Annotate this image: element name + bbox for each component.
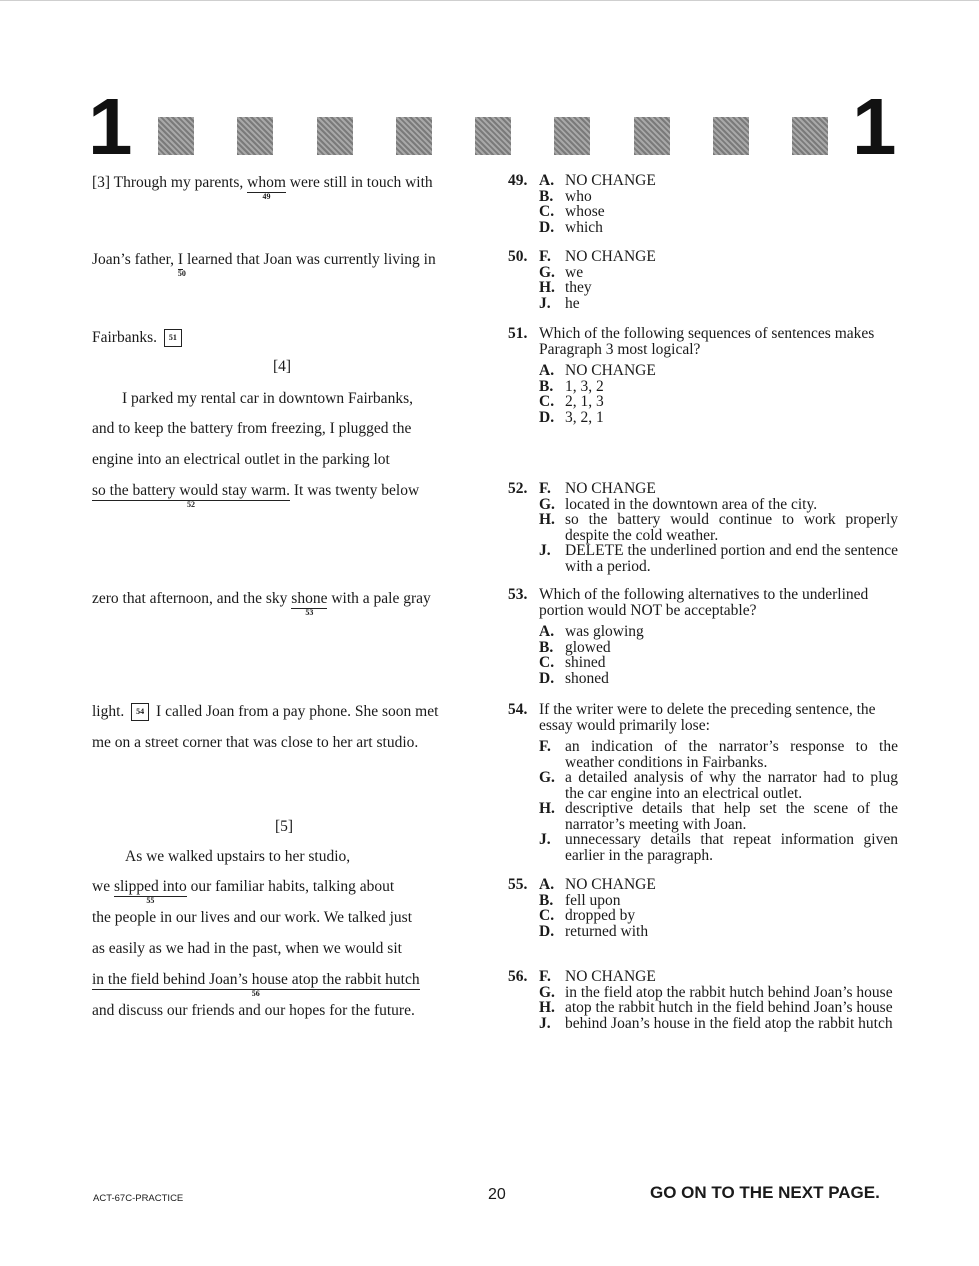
passage-text: Fairbanks. bbox=[92, 329, 158, 346]
boxed-question-ref-54: 54 bbox=[131, 703, 149, 721]
banner-block bbox=[634, 117, 670, 155]
banner-block bbox=[713, 117, 749, 155]
question-ref-53: 53 bbox=[305, 608, 314, 617]
underlined-portion-53 bbox=[291, 590, 328, 617]
section-banner bbox=[158, 117, 828, 155]
option-text: fell upon bbox=[565, 891, 621, 909]
passage-text: I called Joan from a pay phone. She soon met bbox=[156, 703, 439, 720]
question-53 bbox=[508, 587, 898, 686]
underlined-text: shone bbox=[291, 590, 328, 607]
option-text: whose bbox=[565, 203, 605, 220]
underlined-text: in the field behind Joan’s house atop the rabbit hutch bbox=[92, 971, 420, 988]
form-code: ACT-67C-PRACTICE bbox=[93, 1193, 184, 1204]
option-text: shoned bbox=[565, 669, 609, 687]
answer-option[interactable] bbox=[539, 204, 898, 220]
answer-option[interactable] bbox=[539, 296, 898, 312]
paragraph-number-4: [4] bbox=[273, 358, 292, 375]
option-text: NO CHANGE bbox=[565, 876, 656, 893]
question-ref-56: 56 bbox=[251, 989, 260, 998]
banner-block bbox=[396, 117, 432, 155]
answer-option[interactable] bbox=[539, 655, 898, 671]
option-letter: C. bbox=[539, 203, 555, 220]
option-letter: H. bbox=[539, 279, 555, 296]
passage-line: and discuss our friends and our hopes for the future. bbox=[92, 1002, 415, 1019]
passage-line bbox=[92, 329, 185, 347]
banner-block bbox=[554, 117, 590, 155]
passage-line: me on a street corner that was close to her art studio. bbox=[92, 734, 419, 751]
option-text: behind Joan’s house in the field atop the rabbit hutch bbox=[565, 1014, 893, 1032]
answer-option[interactable] bbox=[539, 832, 898, 863]
question-ref-50: 50 bbox=[177, 269, 186, 278]
question-56 bbox=[508, 969, 898, 1031]
option-text: an indication of the narrator’s response to the weather conditions in Fairbanks. bbox=[565, 738, 898, 771]
option-text: NO CHANGE bbox=[565, 172, 656, 189]
passage-text: [3] Through my parents, bbox=[92, 174, 248, 191]
option-letter: A. bbox=[539, 623, 555, 640]
option-letter: F. bbox=[539, 248, 551, 265]
answer-option[interactable] bbox=[539, 363, 898, 379]
option-text: a detailed analysis of why the narrator had to plug the car engine into an electrical outlet. bbox=[565, 769, 898, 802]
question-ref-52: 52 bbox=[187, 500, 195, 509]
underlined-text: so the battery would stay warm. bbox=[92, 482, 291, 499]
option-text: NO CHANGE bbox=[565, 248, 656, 265]
answer-option[interactable] bbox=[539, 801, 898, 832]
option-letter: C. bbox=[539, 393, 555, 410]
option-text: dropped by bbox=[565, 907, 636, 924]
section-number-left: 1 bbox=[88, 82, 133, 171]
answer-option[interactable] bbox=[539, 1000, 898, 1016]
banner-block bbox=[792, 117, 828, 155]
answer-option[interactable] bbox=[539, 1016, 898, 1032]
top-rule bbox=[0, 0, 979, 1]
option-letter: H. bbox=[539, 800, 555, 817]
answer-option[interactable] bbox=[539, 543, 898, 574]
option-text: atop the rabbit hutch in the field behind Joan’s house bbox=[565, 999, 893, 1016]
underlined-portion-52 bbox=[92, 482, 291, 509]
banner-block bbox=[317, 117, 353, 155]
passage-text: with a pale gray bbox=[327, 590, 431, 607]
question-number: 50. bbox=[508, 248, 528, 265]
option-text: they bbox=[565, 279, 592, 296]
answer-option[interactable] bbox=[539, 969, 898, 985]
passage-line bbox=[92, 174, 433, 201]
question-number: 54. bbox=[508, 701, 528, 718]
answer-option[interactable] bbox=[539, 877, 898, 893]
option-text: glowed bbox=[565, 638, 611, 656]
passage-line: engine into an electrical outlet in the parking lot bbox=[92, 451, 390, 468]
option-letter: G. bbox=[539, 495, 555, 513]
option-letter: G. bbox=[539, 769, 555, 786]
answer-option[interactable] bbox=[539, 220, 898, 236]
answer-option[interactable] bbox=[539, 512, 898, 543]
option-text: located in the downtown area of the city. bbox=[565, 495, 818, 513]
answer-option[interactable] bbox=[539, 770, 898, 801]
underlined-text: slipped into bbox=[113, 878, 187, 895]
underlined-portion-55 bbox=[113, 878, 187, 905]
option-text: who bbox=[565, 187, 592, 205]
next-page-instruction: GO ON TO THE NEXT PAGE. bbox=[650, 1183, 880, 1202]
option-letter: A. bbox=[539, 172, 555, 189]
question-52 bbox=[508, 481, 898, 574]
answer-option[interactable] bbox=[539, 624, 898, 640]
passage-line bbox=[92, 971, 420, 998]
option-text: so the battery would continue to work properly despite the cold weather. bbox=[565, 511, 898, 544]
option-text: 2, 1, 3 bbox=[565, 393, 604, 410]
option-letter: D. bbox=[539, 669, 555, 687]
option-letter: D. bbox=[539, 408, 555, 426]
answer-option[interactable] bbox=[539, 249, 898, 265]
option-text: which bbox=[565, 218, 603, 236]
option-letter: G. bbox=[539, 263, 555, 281]
option-letter: F. bbox=[539, 968, 551, 985]
question-54 bbox=[508, 702, 898, 863]
answer-option[interactable] bbox=[539, 280, 898, 296]
option-text: NO CHANGE bbox=[565, 968, 656, 985]
answer-option[interactable] bbox=[539, 265, 898, 281]
answer-option[interactable] bbox=[539, 908, 898, 924]
option-letter: B. bbox=[539, 187, 554, 205]
answer-option[interactable] bbox=[539, 924, 898, 940]
question-49 bbox=[508, 173, 898, 235]
page-number: 20 bbox=[488, 1186, 506, 1203]
option-text: in the field atop the rabbit hutch behind Joan’s house bbox=[565, 983, 893, 1001]
option-letter: J. bbox=[539, 1014, 551, 1032]
answer-option[interactable] bbox=[539, 481, 898, 497]
option-text: descriptive details that help set the scene of the narrator’s meeting with Joan. bbox=[565, 800, 898, 833]
underlined-text: I bbox=[177, 251, 184, 268]
option-text: returned with bbox=[565, 922, 649, 940]
option-letter: J. bbox=[539, 831, 551, 848]
option-letter: F. bbox=[539, 738, 551, 755]
passage-line bbox=[92, 482, 420, 509]
option-text: NO CHANGE bbox=[565, 480, 656, 497]
passage-text: Joan’s father, bbox=[92, 251, 178, 268]
option-letter: A. bbox=[539, 876, 555, 893]
passage-line: the people in our lives and our work. We talked just bbox=[92, 909, 413, 926]
passage-line bbox=[92, 251, 436, 278]
answer-option[interactable] bbox=[539, 379, 898, 395]
question-stem: If the writer were to delete the preceding sentence, the essay would primarily lose: bbox=[539, 701, 876, 734]
option-letter: J. bbox=[539, 542, 551, 559]
passage-line: and to keep the battery from freezing, I plugged the bbox=[92, 420, 412, 437]
option-text: DELETE the underlined portion and end the sentence with a period. bbox=[565, 542, 898, 575]
answer-option[interactable] bbox=[539, 394, 898, 410]
question-ref-49: 49 bbox=[262, 192, 271, 201]
option-text: was glowing bbox=[565, 623, 644, 640]
option-letter: B. bbox=[539, 891, 554, 909]
passage-text: zero that afternoon, and the sky bbox=[92, 590, 292, 607]
answer-option[interactable] bbox=[539, 671, 898, 687]
passage-text: learned that Joan was currently living in bbox=[183, 251, 436, 268]
answer-option[interactable] bbox=[539, 497, 898, 513]
section-number-right: 1 bbox=[852, 82, 897, 171]
banner-block bbox=[475, 117, 511, 155]
passage-text: we bbox=[92, 878, 114, 895]
question-51 bbox=[508, 326, 898, 425]
option-text: unnecessary details that repeat information given earlier in the paragraph. bbox=[565, 831, 898, 864]
answer-option[interactable] bbox=[539, 985, 898, 1001]
question-50 bbox=[508, 249, 898, 311]
option-text: 3, 2, 1 bbox=[565, 408, 604, 426]
boxed-question-ref-51: 51 bbox=[164, 329, 182, 347]
option-text: 1, 3, 2 bbox=[565, 377, 604, 395]
question-stem: Which of the following sequences of sentences makes Paragraph 3 most logical? bbox=[539, 325, 875, 358]
question-stem: Which of the following alternatives to the underlined portion would NOT be acceptable? bbox=[539, 586, 869, 619]
passage-line: I parked my rental car in downtown Fairbanks, bbox=[122, 390, 413, 407]
passage-line: as easily as we had in the past, when we would sit bbox=[92, 940, 402, 957]
answer-option[interactable] bbox=[539, 410, 898, 426]
question-number: 51. bbox=[508, 325, 528, 342]
underlined-portion-50 bbox=[177, 251, 186, 278]
banner-block bbox=[237, 117, 273, 155]
passage-line bbox=[92, 590, 431, 617]
question-number: 53. bbox=[508, 586, 528, 603]
option-letter: H. bbox=[539, 999, 555, 1016]
answer-option[interactable] bbox=[539, 893, 898, 909]
option-letter: C. bbox=[539, 907, 555, 924]
option-letter: A. bbox=[539, 362, 555, 379]
passage-text: light. bbox=[92, 703, 125, 720]
question-55 bbox=[508, 877, 898, 939]
option-letter: F. bbox=[539, 480, 551, 497]
option-letter: C. bbox=[539, 654, 555, 671]
option-letter: H. bbox=[539, 511, 555, 528]
option-letter: B. bbox=[539, 377, 554, 395]
passage-text: our familiar habits, talking about bbox=[186, 878, 395, 895]
passage-line bbox=[92, 878, 395, 905]
passage-text: It was twenty below bbox=[290, 482, 420, 499]
option-letter: B. bbox=[539, 638, 554, 656]
option-text: he bbox=[565, 294, 580, 312]
passage-line bbox=[92, 703, 438, 721]
question-number: 56. bbox=[508, 968, 528, 985]
answer-option[interactable] bbox=[539, 640, 898, 656]
answer-option[interactable] bbox=[539, 739, 898, 770]
underlined-portion-56 bbox=[92, 971, 420, 998]
question-ref-55: 55 bbox=[146, 896, 155, 905]
option-letter: G. bbox=[539, 983, 555, 1001]
paragraph-number-5: [5] bbox=[275, 818, 294, 835]
question-number: 55. bbox=[508, 876, 528, 893]
option-letter: D. bbox=[539, 218, 555, 236]
question-number: 49. bbox=[508, 172, 528, 189]
question-number: 52. bbox=[508, 480, 528, 497]
underlined-text: whom bbox=[247, 174, 286, 191]
option-text: shined bbox=[565, 654, 606, 671]
option-text: we bbox=[565, 263, 584, 281]
passage-line: As we walked upstairs to her studio, bbox=[125, 848, 351, 865]
underlined-portion-49 bbox=[247, 174, 286, 201]
option-letter: J. bbox=[539, 294, 551, 312]
passage-text: were still in touch with bbox=[285, 174, 433, 191]
banner-block bbox=[158, 117, 194, 155]
option-letter: D. bbox=[539, 922, 555, 940]
answer-option[interactable] bbox=[539, 173, 898, 189]
answer-option[interactable] bbox=[539, 189, 898, 205]
option-text: NO CHANGE bbox=[565, 362, 656, 379]
